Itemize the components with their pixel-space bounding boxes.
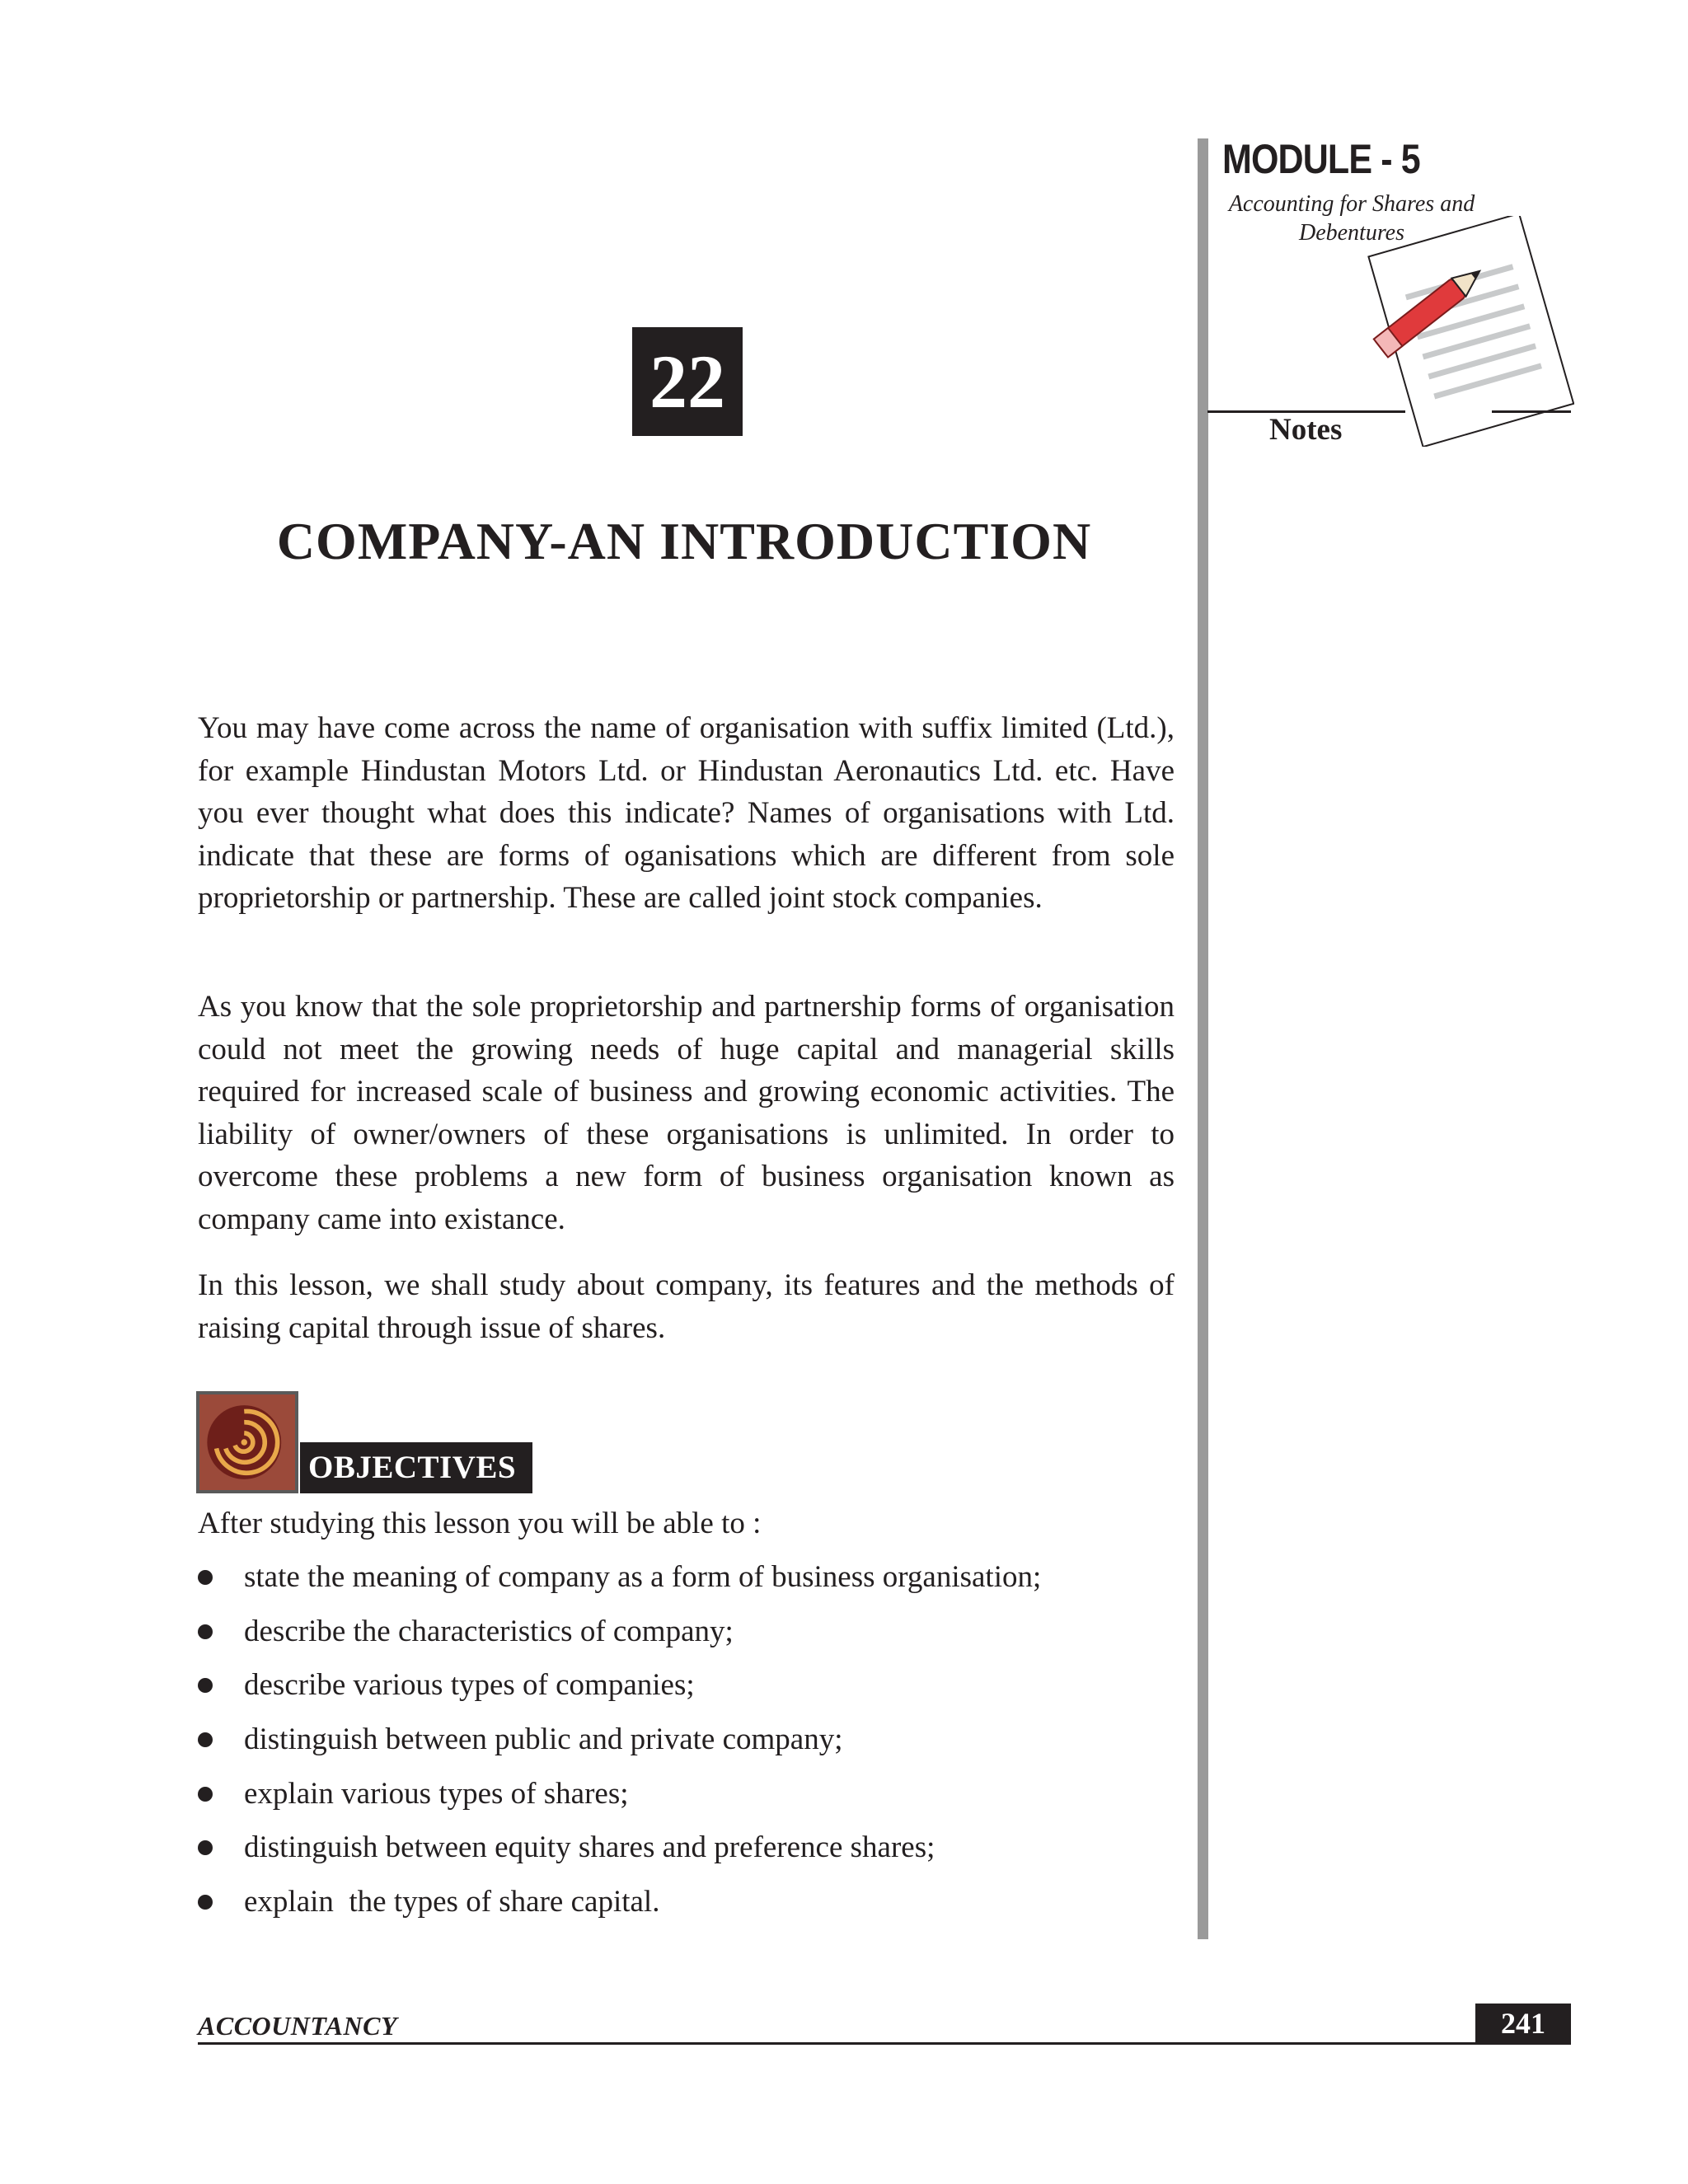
footer-title: ACCOUNTANCY (198, 2011, 397, 2041)
objective-text: describe the characteristics of company; (244, 1614, 734, 1648)
margin-rule (1198, 138, 1208, 1939)
intro-paragraph: You may have come across the name of organisation with suffix limited (Ltd.), for example Hindustan Motors Ltd. or Hindustan Aeronautics Ltd. etc. Have you ever thought what does this indicate? Names of organisations with Ltd. indicate that these are forms of oganisations which are different from sole proprietorship or partnership. These are called joint stock companies. (198, 711, 1175, 915)
chapter-title: COMPANY-AN INTRODUCTION (276, 512, 1092, 570)
footer-rule (198, 2042, 1571, 2045)
objective-text: distinguish between equity shares and preference shares; (244, 1830, 935, 1865)
list-item (198, 1665, 1041, 1706)
objectives-heading: OBJECTIVES (300, 1442, 532, 1493)
list-item (198, 1827, 1041, 1868)
objective-text: explain the types of share capital. (244, 1885, 660, 1919)
page-number: 241 (1475, 2004, 1571, 2043)
lesson-scope-paragraph: In this lesson, we shall study about company, its features and the methods of raising capital through issue of shares. (198, 1268, 1175, 1345)
list-item (198, 1774, 1041, 1815)
target-spiral-icon (196, 1391, 298, 1493)
module-title: MODULE - 5 (1222, 136, 1420, 182)
list-item (198, 1611, 1041, 1652)
bullet-icon (198, 1895, 213, 1910)
chapter-number: 22 (632, 327, 743, 436)
module-subtitle: Accounting for Shares and Debentures (1228, 191, 1475, 246)
bullet-icon (198, 1840, 213, 1855)
objectives-intro: After studying this lesson you will be able to : (198, 1507, 762, 1540)
bullet-icon (198, 1787, 213, 1802)
objective-text: distinguish between public and private company; (244, 1722, 843, 1757)
objective-text: describe various types of companies; (244, 1668, 695, 1703)
notes-rule-right (1492, 410, 1571, 413)
background-paragraph: As you know that the sole proprietorship and partnership forms of organisation could not meet the growing needs of huge capital and managerial skills required for increased scale of business and growing economic activities. The liability of owner/owners of these organisations is unlimited. In order to overcome these problems a new form of business organisation known as company came into existance. (198, 990, 1175, 1236)
bullet-icon (198, 1678, 213, 1693)
list-item (198, 1882, 1041, 1923)
objective-text: state the meaning of company as a form of business organisation; (244, 1560, 1042, 1594)
notes-label: Notes (1269, 413, 1343, 447)
list-item (198, 1719, 1041, 1760)
objective-text: explain various types of shares; (244, 1776, 629, 1811)
objectives-list (198, 1557, 1041, 1936)
bullet-icon (198, 1624, 213, 1639)
list-item (198, 1557, 1041, 1598)
bullet-icon (198, 1732, 213, 1747)
bullet-icon (198, 1570, 213, 1585)
